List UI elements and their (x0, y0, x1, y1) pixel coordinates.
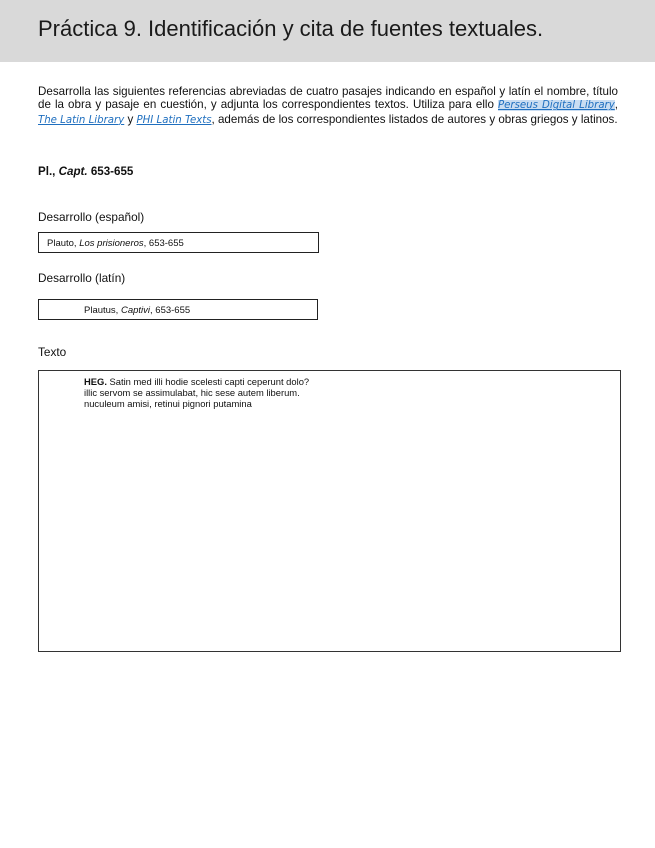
latin-label: Desarrollo (latín) (38, 271, 126, 285)
reference-heading (38, 165, 133, 178)
instructions-paragraph (38, 85, 618, 127)
page-title: Práctica 9. Identificación y cita de fuentes textuales. (38, 16, 544, 41)
spanish-work: Los prisioneros (79, 238, 144, 249)
title-banner (0, 0, 655, 62)
reference-author: Pl., (38, 165, 59, 178)
separator: y (124, 112, 137, 126)
latin-passage: , 653-655 (150, 305, 191, 316)
instructions-text: Desarrolla las siguientes referencias abreviadas de cuatro pasajes indicando en español y latín el nombre, título de la obra y pasaje en cuestión, y adjunta los correspondientes textos. Utiliza para ello (38, 85, 618, 112)
perseus-link[interactable]: Perseus Digital Library (498, 100, 615, 112)
texto-label: Texto (38, 345, 67, 359)
text-line-content: Satin med illi hodie scelesti capti ceperunt dolo? (106, 376, 310, 387)
latin-text (84, 376, 309, 410)
spanish-field[interactable] (38, 232, 319, 253)
spanish-author: Plauto, (47, 238, 80, 249)
phi-latin-link[interactable]: PHI Latin Texts (136, 114, 212, 126)
instructions-tail: , además de los correspondientes listados de autores y obras griegos y latinos. (211, 112, 618, 126)
spanish-label: Desarrollo (español) (38, 210, 145, 224)
spanish-passage: , 653-655 (143, 238, 184, 249)
latin-work: Captivi (120, 305, 151, 316)
latin-field[interactable] (38, 299, 318, 320)
text-line: nuculeum amisi, retinui pignori putamina (84, 398, 252, 410)
speaker-label: HEG. (84, 376, 107, 387)
text-line (84, 376, 309, 387)
separator: , (614, 98, 619, 112)
reference-passage: 653-655 (87, 165, 134, 178)
latin-author: Plautus, (84, 305, 121, 316)
latin-library-link[interactable]: The Latin Library (38, 114, 125, 126)
text-line: illic servom se assimulabat, hic sese autem liberum. (84, 387, 300, 399)
reference-work: Capt. (58, 165, 88, 178)
texto-field[interactable] (38, 370, 621, 652)
